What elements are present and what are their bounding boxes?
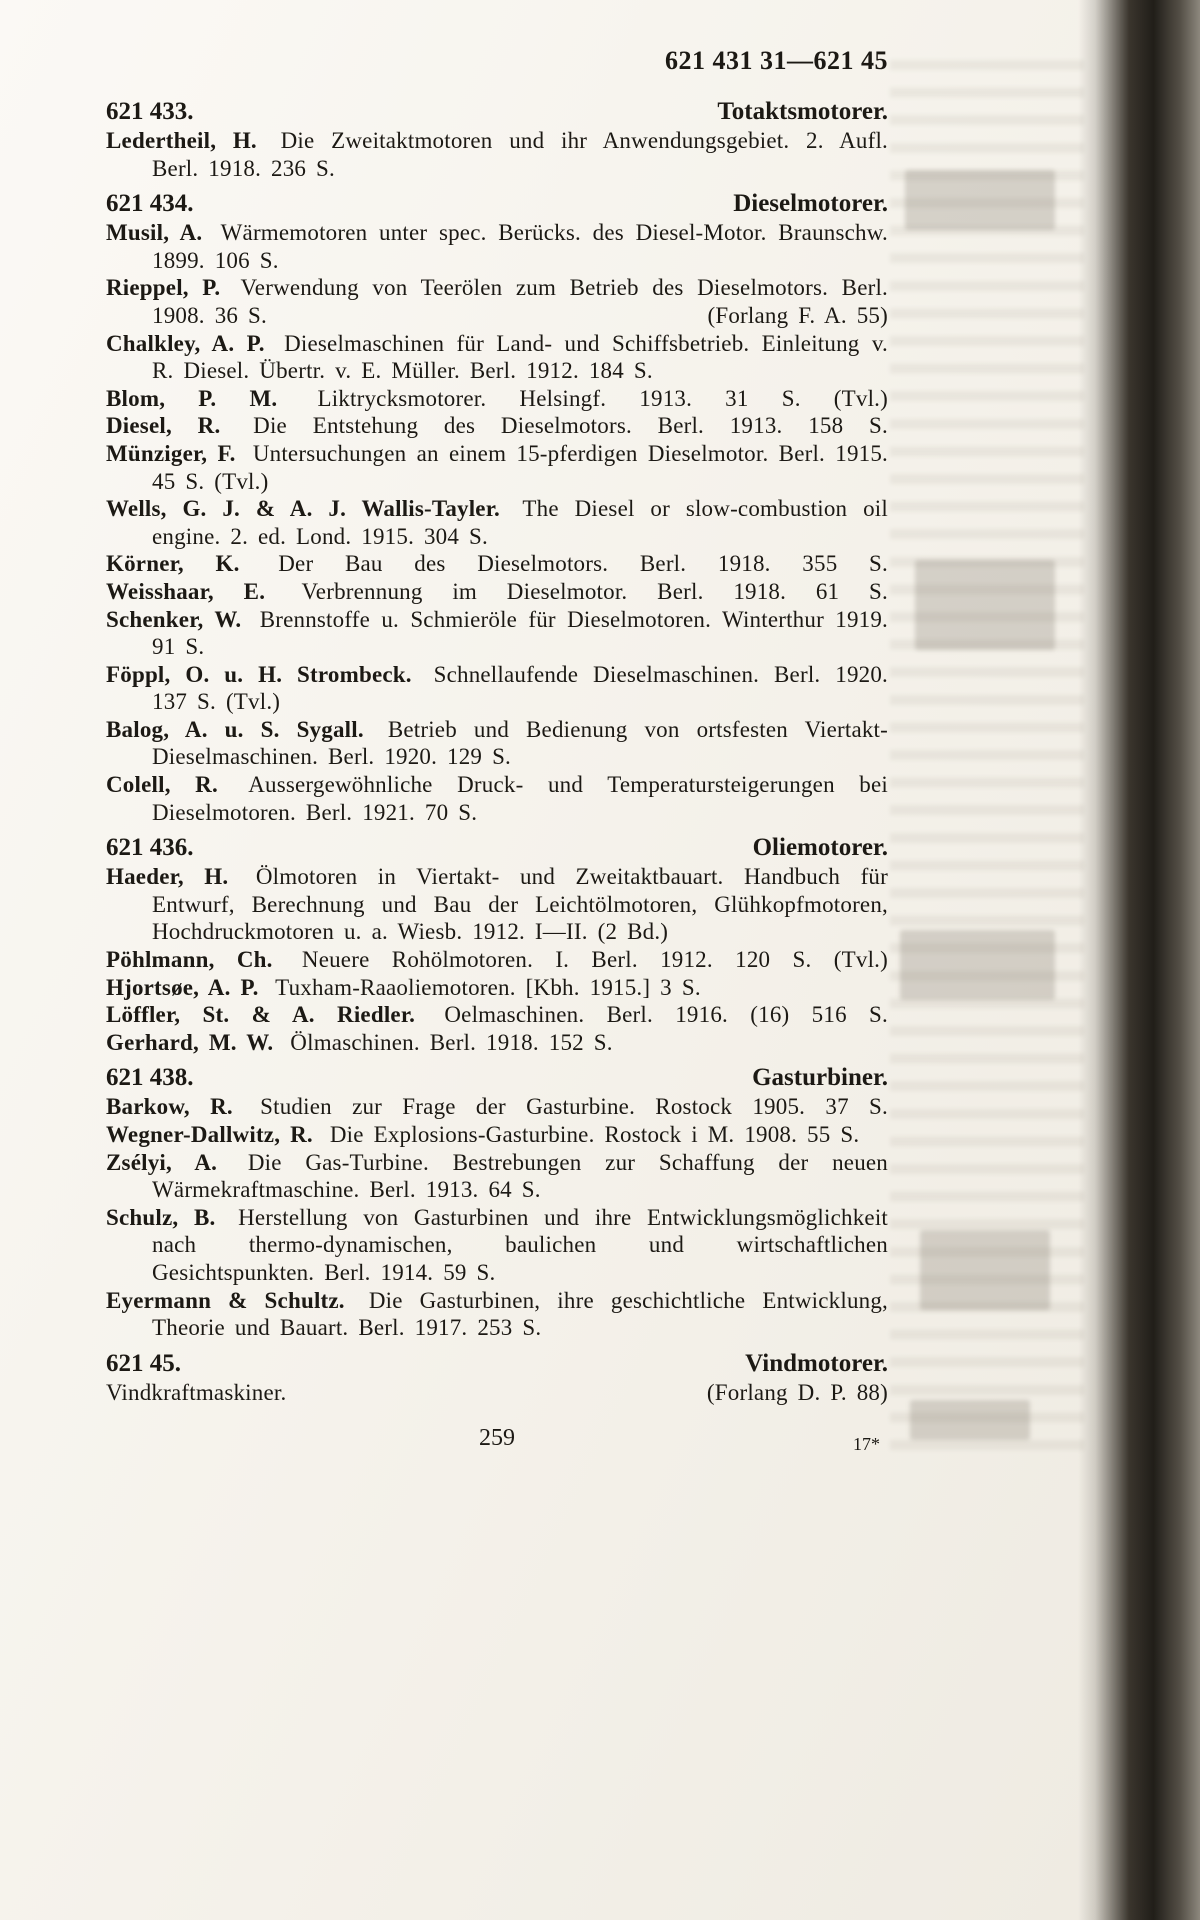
entry-author: Gerhard, M. W. (106, 1029, 274, 1055)
bibliography-entry (106, 606, 888, 661)
page-footer (106, 1424, 888, 1455)
bibliography-entry (106, 974, 888, 1002)
entry-text: Tuxham-Raaoliemotoren. [Kbh. 1915.] 3 S. (275, 974, 701, 1000)
entry-author: Münziger, F. (106, 440, 236, 466)
page-number: 259 (479, 1425, 515, 1452)
section-number: 621 436. (106, 834, 194, 862)
catalog-section-gasturbiner (106, 1062, 888, 1341)
entry-author: Barkow, R. (106, 1094, 233, 1120)
section-number: 621 434. (106, 190, 194, 218)
entry-text: Ölmotoren in Viertakt- und Zweitaktbauart. Handbuch für Entwurf, Berechnung und Bau der Leichtölmotoren, Glühkopfmotoren, Hochdruckmotoren u. a. Wiesb. 1912. I—II. (2 Bd.) (152, 864, 888, 945)
bibliography-entry (106, 550, 888, 578)
section-heading (106, 1062, 888, 1093)
bibliography-entry (106, 274, 888, 329)
entry-author: Föppl, O. u. H. Strombeck. (106, 661, 412, 687)
section-number: 621 45. (106, 1349, 181, 1377)
entry-text: Untersuchungen an einem 15-pferdigen Dieselmotor. Berl. 1915. 45 S. (Tvl.) (152, 440, 888, 494)
bibliography-entry (106, 1093, 888, 1121)
entry-author: Hjortsøe, A. P. (106, 974, 259, 1000)
bibliography-entry (106, 219, 888, 274)
bibliography-entry (106, 1149, 888, 1204)
bibliography-entry (106, 661, 888, 716)
bibliography-entry (106, 1001, 888, 1029)
entry-text: Herstellung von Gasturbinen und ihre Entwicklungsmöglichkeit nach thermo-dynamischen, baulichen und wirtschaftlichen Gesichtspunkten. Berl. 1914. 59 S. (152, 1204, 889, 1285)
entry-text: Verwendung von Teerölen zum Betrieb des Dieselmotors. Berl. 1908. 36 S. (152, 275, 889, 328)
bibliography-entry (106, 127, 888, 182)
section-title: Oliemotorer. (752, 834, 888, 862)
catalog-section-dieselmotorer (106, 188, 888, 826)
page-gutter-shadow (1078, 0, 1200, 1920)
entry-author: Pöhlmann, Ch. (106, 947, 273, 973)
section-heading (106, 1348, 888, 1379)
bibliography-entry (106, 771, 888, 826)
entry-text: Betrieb und Bedienung von ortsfesten Viertakt-Dieselmaschinen. Berl. 1920. 129 S. (152, 716, 889, 770)
section-heading (106, 832, 888, 863)
section-title: Gasturbiner. (752, 1064, 888, 1092)
bibliography-entry (106, 1204, 888, 1287)
bleedthrough-smudge (900, 930, 1055, 1000)
entry-author: Blom, P. M. (106, 385, 278, 411)
entry-author: Rieppel, P. (106, 275, 221, 301)
section-title: Totaktsmotorer. (717, 98, 888, 125)
bibliography-entry (106, 578, 888, 606)
bibliography-entry (106, 1121, 888, 1149)
section-heading (106, 188, 888, 219)
section-title: Vindmotorer. (745, 1349, 888, 1377)
entry-author: Eyermann & Schultz. (106, 1287, 345, 1313)
section-number: 621 433. (106, 98, 194, 125)
entry-author: Schenker, W. (106, 606, 242, 632)
bibliography-entry (106, 330, 888, 385)
entry-text: Verbrennung im Dieselmotor. Berl. 1918. 61 S. (301, 578, 888, 604)
entry-author: Weisshaar, E. (106, 578, 266, 604)
entry-text: Vindkraftmaskiner. (106, 1379, 287, 1405)
page-header-classification-range: 621 431 31—621 45 (665, 46, 888, 75)
entry-text: Aussergewöhnliche Druck- und Temperatursteigerungen bei Dieselmotoren. Berl. 1921. 70 S. (152, 772, 888, 825)
bibliography-entry (106, 412, 888, 440)
catalog-section-oliemotorer (106, 832, 888, 1056)
entry-author: Colell, R. (106, 772, 218, 798)
entry-text: Dieselmaschinen für Land- und Schiffsbetrieb. Einleitung v. R. Diesel. Übertr. v. E. Müller. Berl. 1912. 184 S. (152, 330, 888, 384)
entry-author: Löffler, St. & A. Riedler. (106, 1002, 416, 1028)
entry-text: Oelmaschinen. Berl. 1916. (16) 516 S. (444, 1002, 889, 1028)
catalog-page (106, 0, 889, 1455)
section-title: Dieselmotorer. (733, 190, 888, 218)
entry-text: Ölmaschinen. Berl. 1918. 152 S. (290, 1029, 613, 1055)
entry-text: Die Zweitaktmotoren und ihr Anwendungsgebiet. 2. Aufl. Berl. 1918. 236 S. (152, 128, 888, 181)
entry-author: Körner, K. (106, 551, 240, 577)
entry-author: Balog, A. u. S. Sygall. (106, 716, 364, 742)
entry-author: Haeder, H. (106, 864, 229, 890)
bibliography-entry (106, 1379, 888, 1407)
bibliography-entry (106, 716, 888, 771)
entry-reference-note: (Forlang F. A. 55) (707, 302, 888, 328)
entry-text: The Diesel or slow-combustion oil engine. 2. ed. Lond. 1915. 304 S. (152, 496, 888, 549)
entry-author: Diesel, R. (106, 413, 221, 439)
entry-text: Neuere Rohölmotoren. I. Berl. 1912. 120 S. (Tvl.) (301, 947, 888, 973)
catalog-section-vindmotorer (106, 1348, 888, 1407)
bleedthrough-smudge (915, 560, 1055, 650)
entry-text: Schnellaufende Dieselmaschinen. Berl. 1920. 137 S. (Tvl.) (152, 661, 888, 715)
entry-text: Wärmemotoren unter spec. Berücks. des Diesel-Motor. Braunschw. 1899. 106 S. (152, 220, 888, 273)
entry-author: Schulz, B. (106, 1204, 216, 1230)
bibliography-entry (106, 863, 888, 946)
section-number: 621 438. (106, 1064, 194, 1092)
entry-author: Zsélyi, A. (106, 1149, 218, 1175)
entry-text: Die Explosions-Gasturbine. Rostock i M. 1908. 55 S. (329, 1122, 860, 1147)
entry-text: Brennstoffe u. Schmieröle für Dieselmotoren. Winterthur 1919. 91 S. (152, 606, 888, 660)
entry-text: Der Bau des Dieselmotors. Berl. 1918. 355 S. (278, 551, 889, 577)
entry-author: Chalkley, A. P. (106, 330, 265, 356)
printers-signature-mark: 17* (853, 1434, 880, 1455)
entry-text: Liktrycksmotorer. Helsingf. 1913. 31 S. (Tvl.) (317, 385, 888, 411)
entry-reference-note: (Forlang D. P. 88) (706, 1379, 888, 1405)
bibliography-entry (106, 440, 888, 495)
entry-text: Studien zur Frage der Gasturbine. Rostock 1905. 37 S. (260, 1094, 888, 1120)
bibliography-entry (106, 1029, 888, 1057)
bleedthrough-smudge (920, 1230, 1050, 1310)
section-heading (106, 96, 888, 127)
entry-author: Musil, A. (106, 220, 203, 246)
bibliography-entry (106, 946, 888, 974)
bleedthrough-smudge (905, 170, 1055, 230)
entry-author: Wells, G. J. & A. J. Wallis-Tayler. (106, 496, 500, 522)
bibliography-entry (106, 385, 888, 413)
entry-author: Ledertheil, H. (106, 128, 257, 153)
catalog-section-totaktsmotorer (106, 96, 888, 182)
bibliography-entry (106, 1287, 888, 1342)
bleedthrough-smudge (910, 1400, 1030, 1440)
bibliography-entry (106, 495, 888, 550)
entry-author: Wegner-Dallwitz, R. (106, 1122, 313, 1147)
entry-text: Die Gas-Turbine. Bestrebungen zur Schaffung der neuen Wärmekraftmaschine. Berl. 1913. 64 S. (152, 1149, 889, 1203)
entry-text: Die Gasturbinen, ihre geschichtliche Entwicklung, Theorie und Bauart. Berl. 1917. 253 S. (152, 1287, 889, 1341)
entry-text: Die Entstehung des Dieselmotors. Berl. 1913. 158 S. (253, 413, 888, 439)
